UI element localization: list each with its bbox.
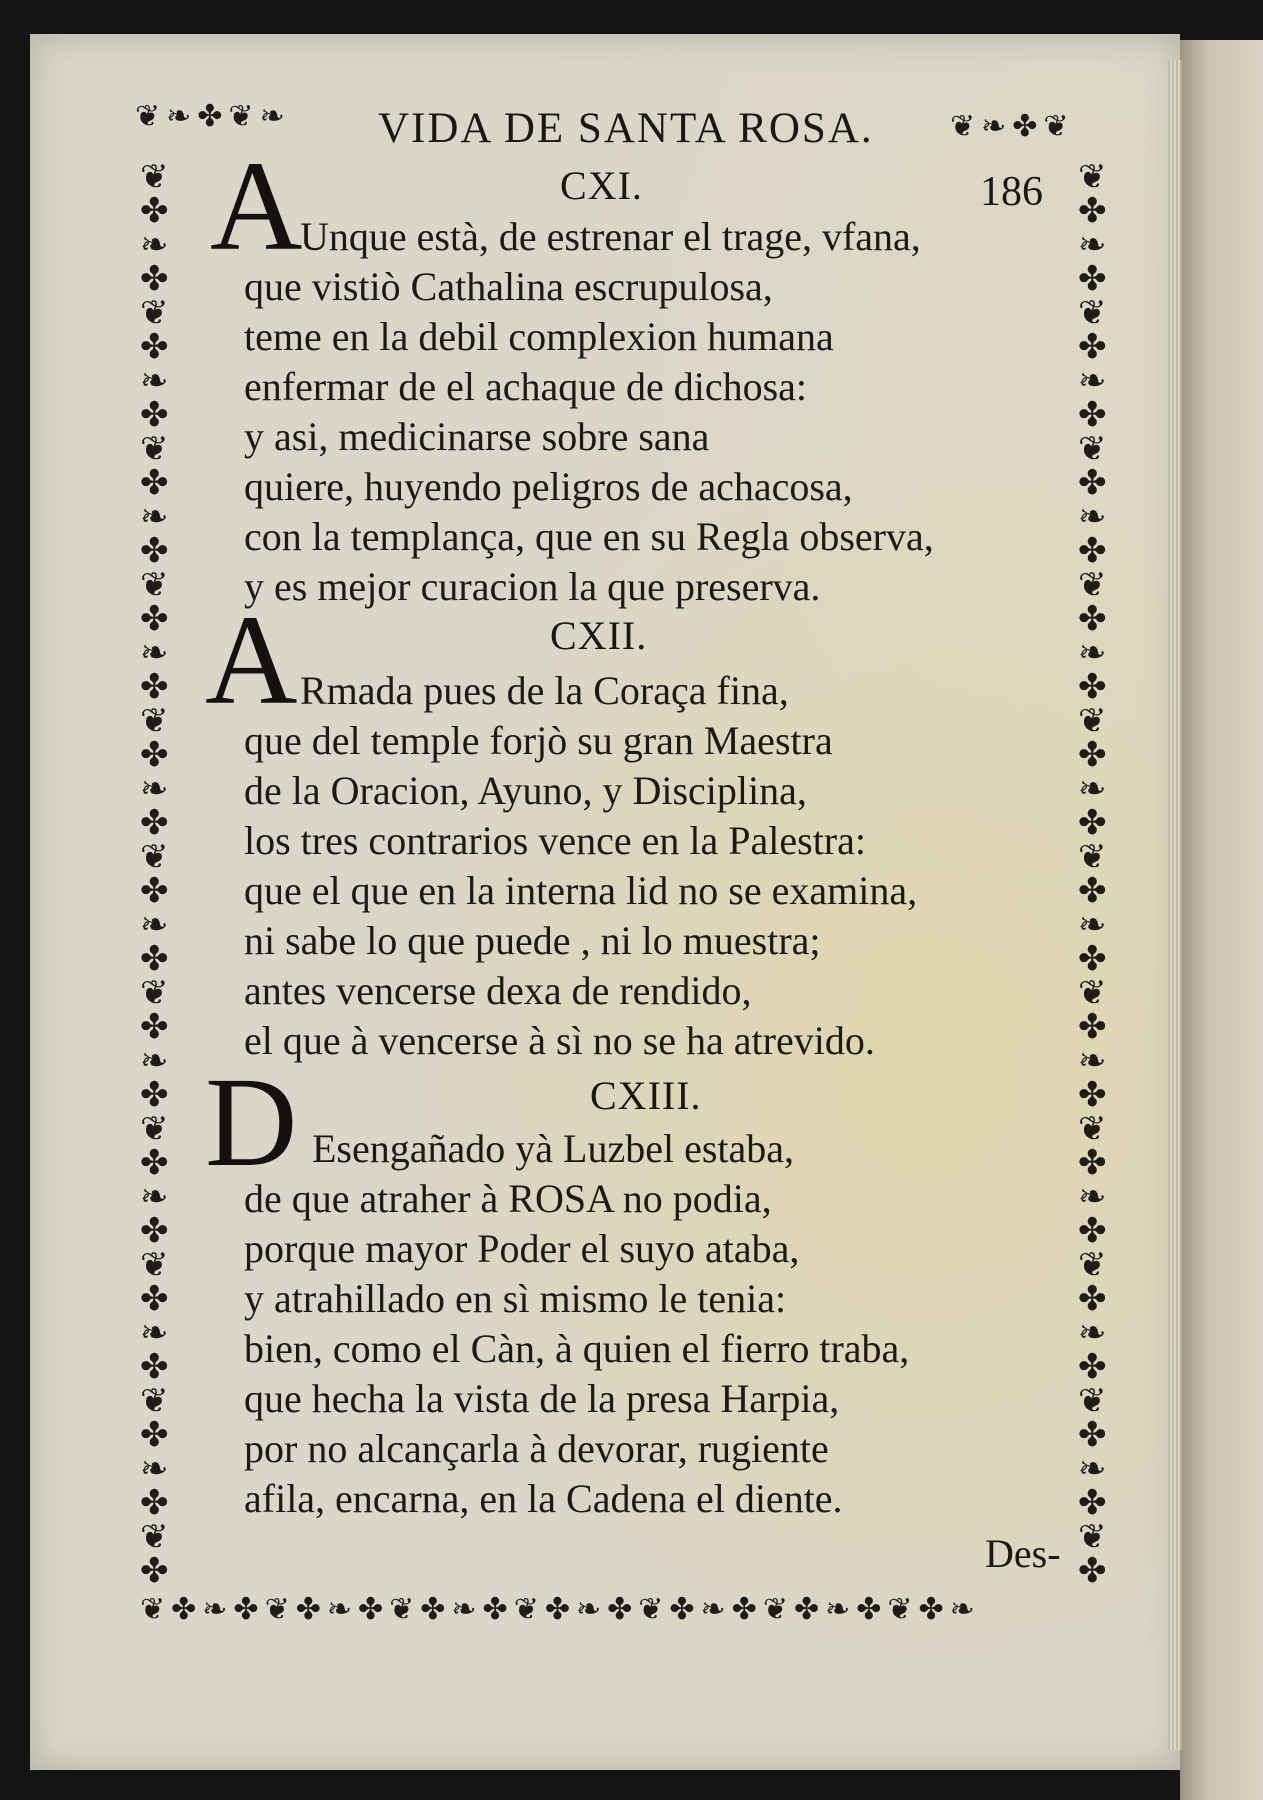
verse-line: ni sabe lo que puede , ni lo muestra; [244, 918, 821, 963]
fleuron-icon: ✤ [140, 463, 169, 503]
left-ornament-border [140, 157, 169, 1591]
fleuron-icon: ✤ [856, 1592, 882, 1627]
verse-line: que el que en la interna lid no se examina, [244, 868, 918, 913]
fleuron-icon: ❦ [1078, 429, 1107, 469]
fleuron-icon: ❧ [1078, 633, 1107, 673]
stanza-lines [244, 716, 917, 1066]
fleuron-icon: ❦ [950, 109, 976, 144]
fleuron-icon: ✤ [1078, 1551, 1107, 1591]
stanza-number: CXIII. [590, 1073, 702, 1118]
verse-line: de que atraher à ROSA no podia, [244, 1176, 772, 1221]
fleuron-icon: ✤ [1078, 1347, 1107, 1387]
fleuron-icon: ❦ [140, 1517, 169, 1557]
verse-line: Esengañado yà Luzbel estaba, [312, 1126, 795, 1171]
right-ornament-border [1078, 157, 1107, 1591]
fleuron-icon: ✤ [1078, 803, 1107, 843]
stanza-number: CXI. [560, 163, 643, 208]
verse-line: que vistiò Cathalina escrupulosa, [244, 264, 773, 309]
fleuron-icon: ❧ [1078, 1041, 1107, 1081]
fleuron-icon: ❧ [140, 361, 169, 401]
fleuron-icon: ✤ [140, 735, 169, 775]
verse-line: Rmada pues de la Coraça fina, [300, 668, 789, 713]
fleuron-icon: ✤ [140, 1551, 169, 1591]
verse-line: quiere, huyendo peligros de achacosa, [244, 464, 853, 509]
fleuron-icon: ✤ [669, 1592, 695, 1627]
verse-line: y atrahillado en sì mismo le tenia: [244, 1276, 787, 1321]
fleuron-icon: ✤ [140, 1279, 169, 1319]
verse-line: bien, como el Càn, à quien el fierro traba, [244, 1326, 910, 1371]
fleuron-icon: ✤ [482, 1592, 508, 1627]
fleuron-icon: ✤ [1012, 109, 1038, 144]
fleuron-icon: ❧ [326, 1592, 352, 1627]
stanza-lines [312, 1124, 794, 1174]
drop-cap: A [205, 589, 298, 731]
fleuron-icon: ❦ [140, 1381, 169, 1421]
fleuron-icon: ✤ [140, 871, 169, 911]
verse-line: que del temple forjò su gran Maestra [244, 718, 833, 763]
fleuron-icon: ✤ [731, 1592, 757, 1627]
verse-line: con la templança, que en su Regla observa, [244, 514, 934, 559]
stanza-lines [244, 1174, 909, 1524]
fleuron-icon: ✤ [295, 1592, 321, 1627]
fleuron-icon: ❧ [825, 1592, 851, 1627]
drop-cap: A [210, 135, 303, 277]
fleuron-icon: ✤ [1078, 1211, 1107, 1251]
fleuron-icon: ❦ [1043, 109, 1069, 144]
fleuron-icon: ❦ [638, 1592, 664, 1627]
fleuron-icon: ❧ [140, 1177, 169, 1217]
fleuron-icon: ✤ [544, 1592, 570, 1627]
verse-line: porque mayor Poder el suyo ataba, [244, 1226, 800, 1271]
fleuron-icon: ✤ [140, 191, 169, 231]
fleuron-icon: ✤ [140, 1211, 169, 1251]
fleuron-icon: ✤ [793, 1592, 820, 1627]
fleuron-icon: ✤ [140, 395, 169, 435]
fleuron-icon: ❦ [1078, 1109, 1107, 1149]
verse-line: el que à vencerse à sì no se ha atrevido. [244, 1018, 875, 1063]
fleuron-icon: ✤ [140, 259, 169, 299]
fleuron-icon: ❧ [140, 497, 169, 537]
fleuron-icon: ✤ [140, 1483, 169, 1523]
fleuron-icon: ❧ [700, 1592, 726, 1627]
verse-line: teme en la debil complexion humana [244, 314, 834, 359]
verse-line: antes vencerse dexa de rendido, [244, 968, 752, 1013]
fleuron-icon: ❧ [1078, 905, 1107, 945]
fleuron-icon: ❧ [575, 1592, 602, 1627]
fleuron-icon: ✤ [420, 1592, 446, 1627]
fleuron-icon: ✤ [1078, 1143, 1107, 1183]
fleuron-icon: ✤ [1078, 1075, 1107, 1115]
fleuron-icon: ✤ [357, 1592, 384, 1627]
fleuron-icon: ✤ [140, 803, 169, 843]
catchword: Des- [985, 1531, 1061, 1576]
fleuron-icon: ✤ [140, 1007, 169, 1047]
verse-line: Unque està, de estrenar el trage, vfana, [300, 214, 921, 259]
stanza-number: CXII. [550, 613, 648, 658]
fleuron-icon: ✤ [1078, 1279, 1107, 1319]
fleuron-icon: ❦ [1078, 1517, 1107, 1557]
fleuron-icon: ❧ [140, 1449, 169, 1489]
facing-page-edge [1180, 40, 1263, 1800]
fleuron-icon: ✤ [1078, 939, 1107, 979]
fleuron-icon: ❦ [1078, 565, 1107, 605]
verse-line: los tres contrarios vence en la Palestra: [244, 818, 866, 863]
fleuron-icon: ❦ [140, 1109, 169, 1149]
fleuron-icon: ✤ [140, 1347, 169, 1387]
fleuron-icon: ❦ [140, 701, 169, 741]
fleuron-icon: ✤ [1078, 1483, 1107, 1523]
fleuron-icon: ✤ [140, 939, 169, 979]
fleuron-icon: ✤ [140, 1075, 169, 1115]
fleuron-icon: ✤ [1078, 259, 1107, 299]
fleuron-icon: ❧ [140, 905, 169, 945]
fleuron-icon: ✤ [1078, 735, 1107, 775]
fleuron-icon: ✤ [607, 1592, 633, 1627]
fleuron-icon: ✤ [140, 531, 169, 571]
fleuron-icon: ❦ [140, 1245, 169, 1285]
fleuron-icon: ❦ [140, 1592, 166, 1627]
fleuron-icon: ❦ [1078, 1381, 1107, 1421]
fleuron-icon: ✤ [171, 1592, 197, 1627]
verse-line: que hecha la vista de la presa Harpia, [244, 1376, 840, 1421]
fleuron-icon: ❦ [1078, 973, 1107, 1013]
page-number: 186 [980, 169, 1043, 215]
fleuron-icon: ❦ [389, 1592, 415, 1627]
verse-line: afila, encarna, en la Cadena el diente. [244, 1476, 843, 1521]
fleuron-icon: ✤ [197, 99, 223, 134]
fleuron-icon: ✤ [1078, 395, 1107, 435]
fleuron-icon: ✤ [1078, 871, 1107, 911]
fleuron-icon: ✤ [1078, 531, 1107, 571]
fleuron-icon: ✤ [1078, 463, 1107, 503]
fleuron-icon: ❧ [1078, 769, 1107, 809]
fleuron-icon: ✤ [1078, 667, 1107, 707]
fleuron-icon: ✤ [140, 599, 169, 639]
fleuron-icon: ✤ [1078, 1007, 1107, 1047]
fleuron-icon: ❦ [1078, 293, 1107, 333]
stanza-lines [300, 666, 789, 716]
fleuron-icon: ❦ [1078, 157, 1107, 197]
fleuron-icon: ❧ [1078, 497, 1107, 537]
fleuron-icon: ❧ [1078, 361, 1107, 401]
verse-line: por no alcançarla à devorar, rugiente [244, 1426, 829, 1471]
fleuron-icon: ❦ [762, 1592, 788, 1627]
fleuron-icon: ✤ [140, 667, 169, 707]
fleuron-icon: ❧ [140, 1041, 169, 1081]
fleuron-icon: ✤ [233, 1592, 259, 1627]
running-title: VIDA DE SANTA ROSA. [378, 105, 874, 152]
fleuron-icon: ❦ [264, 1592, 290, 1627]
fleuron-icon: ❧ [140, 769, 169, 809]
fleuron-icon: ❧ [166, 99, 192, 134]
fleuron-icon: ✤ [1078, 599, 1107, 639]
fleuron-icon: ✤ [140, 327, 169, 367]
fleuron-icon: ❧ [1078, 1177, 1107, 1217]
fleuron-icon: ❦ [135, 99, 161, 134]
stanza-lines [300, 212, 921, 262]
fleuron-icon: ❦ [140, 837, 169, 877]
fleuron-icon: ❦ [140, 157, 169, 197]
fleuron-icon: ❧ [140, 1313, 169, 1353]
fleuron-icon: ✤ [918, 1592, 944, 1627]
fleuron-icon: ❧ [1078, 1449, 1107, 1489]
fleuron-icon: ❧ [981, 109, 1007, 144]
drop-cap: D [205, 1051, 298, 1193]
fleuron-icon: ❧ [1078, 1313, 1107, 1353]
bottom-ornament-border [140, 1592, 975, 1627]
page-stack-edge [1168, 60, 1182, 1750]
fleuron-icon: ❦ [228, 99, 254, 134]
verse-line: y asi, medicinarse sobre sana [244, 414, 710, 459]
fleuron-icon: ❧ [140, 225, 169, 265]
top-left-ornament [135, 99, 285, 134]
fleuron-icon: ✤ [1078, 1415, 1107, 1455]
fleuron-icon: ❧ [949, 1592, 975, 1627]
fleuron-icon: ✤ [140, 1415, 169, 1455]
fleuron-icon: ❦ [887, 1592, 913, 1627]
fleuron-icon: ✤ [140, 1143, 169, 1183]
fleuron-icon: ❦ [1078, 837, 1107, 877]
fleuron-icon: ❦ [1078, 1245, 1107, 1285]
fleuron-icon: ❧ [1078, 225, 1107, 265]
stanza-lines [244, 262, 934, 612]
fleuron-icon: ❧ [140, 633, 169, 673]
fleuron-icon: ❧ [202, 1592, 228, 1627]
verse-line: y es mejor curacion la que preserva. [244, 564, 821, 609]
fleuron-icon: ❦ [1078, 701, 1107, 741]
top-right-ornament [950, 109, 1069, 144]
verse-line: enfermar de el achaque de dichosa: [244, 364, 808, 409]
fleuron-icon: ❦ [513, 1592, 539, 1627]
fleuron-icon: ❦ [140, 293, 169, 333]
fleuron-icon: ❦ [140, 429, 169, 469]
fleuron-icon: ✤ [1078, 327, 1107, 367]
verse-line: de la Oracion, Ayuno, y Disciplina, [244, 768, 807, 813]
fleuron-icon: ❧ [259, 99, 285, 134]
fleuron-icon: ❦ [140, 565, 169, 605]
fleuron-icon: ❧ [451, 1592, 477, 1627]
fleuron-icon: ❦ [140, 973, 169, 1013]
fleuron-icon: ✤ [1078, 191, 1107, 231]
